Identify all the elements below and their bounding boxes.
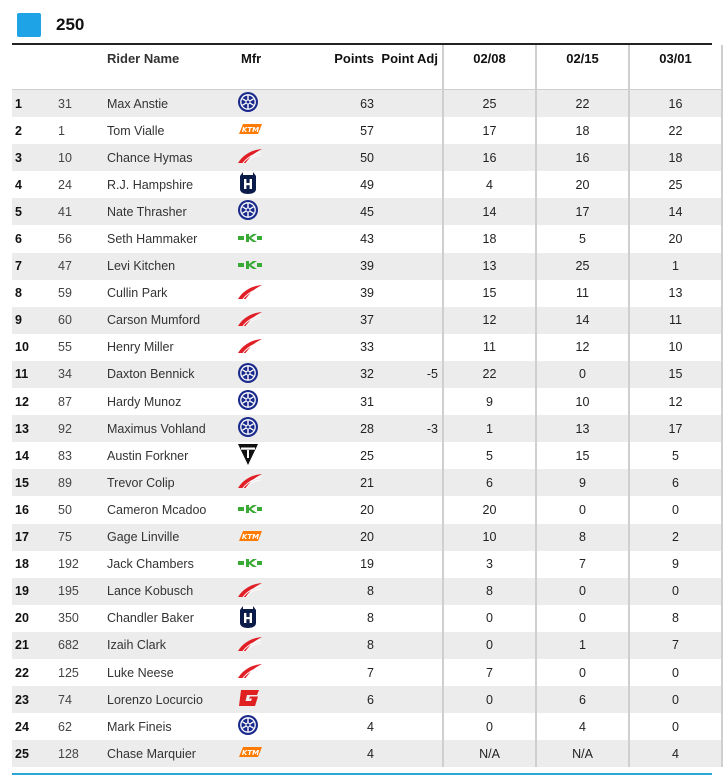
round-1-cell: 0 xyxy=(443,713,536,740)
table-row[interactable] xyxy=(12,117,722,144)
round-2-cell: 17 xyxy=(536,198,629,225)
point-adj-cell xyxy=(374,171,443,198)
table-row[interactable] xyxy=(12,659,722,686)
rider-number-cell: 92 xyxy=(58,415,107,442)
mfr-cell xyxy=(237,659,317,686)
point-adj-cell xyxy=(374,442,443,469)
mfr-cell xyxy=(237,144,317,171)
svg-text:KTM: KTM xyxy=(241,532,260,541)
position-cell: 10 xyxy=(15,340,29,355)
honda-logo-icon xyxy=(237,148,263,167)
points-column-header[interactable]: Points xyxy=(317,45,374,90)
position-cell: 4 xyxy=(15,177,22,192)
round-3-cell: 20 xyxy=(629,225,722,252)
rider-name-cell: Max Anstie xyxy=(107,90,237,118)
mfr-cell xyxy=(237,171,317,198)
round-2-cell: 18 xyxy=(536,117,629,144)
rider-number-cell: 195 xyxy=(58,578,107,605)
points-cell: 20 xyxy=(360,502,374,517)
position-cell: 15 xyxy=(12,469,58,496)
husqvarna-logo-icon xyxy=(237,605,259,632)
points-cell: 39 xyxy=(317,253,374,280)
mfr-cell xyxy=(237,605,317,632)
points-cell: 4 xyxy=(317,740,374,767)
position-cell: 22 xyxy=(15,665,29,680)
mfr-cell xyxy=(237,334,317,361)
number-column-header xyxy=(58,45,107,90)
table-row[interactable] xyxy=(12,632,722,659)
rider-name-cell: Jack Chambers xyxy=(107,557,194,572)
rider-name-column-header[interactable]: Rider Name xyxy=(107,45,237,90)
position-cell: 17 xyxy=(12,524,58,551)
round-3-cell: 11 xyxy=(629,307,722,334)
rider-number-cell: 192 xyxy=(58,557,79,572)
rider-number-cell: 60 xyxy=(58,307,107,334)
points-cell: 21 xyxy=(317,469,374,496)
point-adj-cell xyxy=(374,117,443,144)
round-1-cell: N/A xyxy=(443,740,536,767)
mfr-cell xyxy=(237,578,317,605)
position-cell: 9 xyxy=(12,307,58,334)
rider-number-cell: 682 xyxy=(58,632,107,659)
round-1-cell: 3 xyxy=(443,551,536,578)
position-cell: 21 xyxy=(12,632,58,659)
round-1-column-header[interactable]: 02/08 xyxy=(443,45,536,90)
point-adj-cell xyxy=(374,198,443,225)
position-cell: 3 xyxy=(12,144,58,171)
position-cell: 7 xyxy=(12,253,58,280)
point-adj-cell xyxy=(374,740,443,767)
rider-name-cell: Chase Marquier xyxy=(107,740,237,767)
table-row[interactable] xyxy=(12,144,722,171)
yamaha-logo-icon xyxy=(237,416,259,441)
rider-name-cell: Nate Thrasher xyxy=(107,198,237,225)
table-row[interactable] xyxy=(12,524,722,551)
point-adj-cell xyxy=(374,551,443,578)
round-2-cell: 5 xyxy=(536,225,629,252)
class-color-square xyxy=(17,13,41,37)
mfr-cell xyxy=(237,524,317,551)
table-row[interactable] xyxy=(12,415,722,442)
rider-name-cell: Henry Miller xyxy=(107,340,174,355)
mfr-cell xyxy=(237,632,317,659)
table-row[interactable] xyxy=(12,253,722,280)
mfr-cell xyxy=(237,496,317,523)
point-adj-cell xyxy=(374,524,443,551)
honda-logo-icon xyxy=(237,582,263,601)
round-2-column-header[interactable]: 02/15 xyxy=(536,45,629,90)
rider-number-cell: 87 xyxy=(58,394,72,409)
point-adj-cell xyxy=(374,144,443,171)
mfr-cell xyxy=(237,713,317,740)
round-3-cell: 10 xyxy=(629,334,722,361)
point-adj-cell xyxy=(374,578,443,605)
position-cell: 5 xyxy=(12,198,58,225)
yamaha-logo-icon xyxy=(237,389,259,414)
points-cell: 37 xyxy=(317,307,374,334)
round-3-cell: 22 xyxy=(629,117,722,144)
yamaha-logo-icon xyxy=(237,91,259,116)
round-1-cell: 1 xyxy=(443,415,536,442)
honda-logo-icon xyxy=(237,338,263,357)
rider-name-cell: Gage Linville xyxy=(107,524,237,551)
mfr-column-header[interactable]: Mfr xyxy=(237,45,317,90)
points-cell: 63 xyxy=(317,90,374,118)
table-row[interactable] xyxy=(12,171,722,198)
round-1-cell: 25 xyxy=(443,90,536,118)
rider-number-cell: 83 xyxy=(58,448,72,463)
round-2-cell: 6 xyxy=(536,686,629,713)
mfr-cell xyxy=(237,388,317,415)
mfr-cell xyxy=(237,307,317,334)
points-cell: 57 xyxy=(360,123,374,138)
mfr-cell xyxy=(237,442,317,469)
round-1-cell: 13 xyxy=(443,253,536,280)
class-title: 250 xyxy=(56,15,85,34)
round-2-cell: 15 xyxy=(536,442,629,469)
points-cell: 8 xyxy=(317,578,374,605)
point-adj-cell xyxy=(374,90,443,118)
points-cell: 31 xyxy=(360,394,374,409)
rider-number-cell: 55 xyxy=(58,340,72,355)
table-row[interactable] xyxy=(12,334,722,361)
position-cell: 11 xyxy=(12,361,58,388)
points-cell: 6 xyxy=(317,686,374,713)
yamaha-logo-icon xyxy=(237,362,259,387)
rider-name-cell: Hardy Munoz xyxy=(107,394,182,409)
rider-name-cell: Daxton Bennick xyxy=(107,361,237,388)
position-cell: 16 xyxy=(15,502,29,517)
rider-name-cell: Maximus Vohland xyxy=(107,415,237,442)
round-1-cell: 0 xyxy=(443,632,536,659)
round-3-column-header[interactable]: 03/01 xyxy=(629,45,722,90)
table-row[interactable] xyxy=(12,469,722,496)
rider-number-cell: 350 xyxy=(58,611,79,626)
rider-number-cell: 75 xyxy=(58,524,107,551)
position-cell: 6 xyxy=(15,232,22,247)
rider-name-cell: Tom Vialle xyxy=(107,123,165,138)
table-row[interactable] xyxy=(12,388,722,415)
table-row[interactable] xyxy=(12,578,722,605)
mfr-cell xyxy=(237,117,317,144)
table-row[interactable] xyxy=(12,225,722,252)
round-1-cell: 8 xyxy=(443,578,536,605)
gasgas-logo-icon xyxy=(237,689,261,710)
rider-name-cell: Izaih Clark xyxy=(107,632,237,659)
rider-number-cell: 74 xyxy=(58,686,107,713)
honda-logo-icon xyxy=(237,473,263,492)
table-row[interactable] xyxy=(12,740,722,767)
table-row[interactable] xyxy=(12,686,722,713)
point-adj-cell xyxy=(374,713,443,740)
table-row[interactable] xyxy=(12,496,722,523)
round-3-cell: 9 xyxy=(629,551,722,578)
point-adj-column-header[interactable]: Point Adj xyxy=(374,45,443,90)
round-3-cell: 0 xyxy=(629,713,722,740)
yamaha-logo-icon xyxy=(237,199,259,224)
position-cell: 2 xyxy=(15,123,22,138)
point-adj-cell xyxy=(374,225,443,252)
points-cell: 19 xyxy=(360,557,374,572)
mfr-cell xyxy=(237,361,317,388)
rider-name-cell: R.J. Hampshire xyxy=(107,177,194,192)
round-2-cell: 10 xyxy=(536,388,629,415)
round-2-cell: 13 xyxy=(536,415,629,442)
points-cell: 8 xyxy=(317,632,374,659)
points-cell: 4 xyxy=(367,719,374,734)
point-adj-cell xyxy=(374,659,443,686)
round-1-cell: 0 xyxy=(443,686,536,713)
round-2-cell: 0 xyxy=(536,578,629,605)
round-3-cell: 14 xyxy=(629,198,722,225)
point-adj-cell: -3 xyxy=(374,415,443,442)
mfr-cell xyxy=(237,469,317,496)
round-2-cell: 0 xyxy=(536,361,629,388)
rider-name-cell: Chance Hymas xyxy=(107,144,237,171)
rider-name-cell: Lance Kobusch xyxy=(107,578,237,605)
position-cell: 1 xyxy=(12,90,58,118)
pos-column-header xyxy=(12,45,58,90)
point-adj-cell xyxy=(374,496,443,523)
rider-name-cell: Mark Fineis xyxy=(107,719,172,734)
rider-name-cell: Cullin Park xyxy=(107,286,168,301)
round-3-cell: 15 xyxy=(629,361,722,388)
position-cell: 14 xyxy=(15,448,29,463)
kawasaki-logo-icon xyxy=(237,557,263,571)
round-1-cell: 5 xyxy=(443,442,536,469)
rider-number-cell: 1 xyxy=(58,123,65,138)
round-3-cell: 12 xyxy=(629,388,722,415)
rider-name-cell: Trevor Colip xyxy=(107,469,237,496)
honda-logo-icon xyxy=(237,311,263,330)
ktm-logo-icon xyxy=(237,123,263,138)
point-adj-cell xyxy=(374,334,443,361)
rider-name-cell: Luke Neese xyxy=(107,665,174,680)
round-2-cell: 16 xyxy=(536,144,629,171)
round-2-cell: N/A xyxy=(536,740,629,767)
round-2-cell: 9 xyxy=(536,469,629,496)
svg-text:KTM: KTM xyxy=(241,749,260,758)
mfr-cell xyxy=(237,280,317,307)
round-1-cell: 0 xyxy=(443,605,536,632)
class-header xyxy=(17,13,84,37)
table-row[interactable] xyxy=(12,713,722,740)
mfr-cell xyxy=(237,740,317,767)
kawasaki-logo-icon xyxy=(237,259,263,273)
table-row[interactable] xyxy=(12,551,722,578)
table-row[interactable] xyxy=(12,307,722,334)
table-header-row xyxy=(12,45,722,90)
round-2-cell: 1 xyxy=(536,632,629,659)
position-cell: 13 xyxy=(12,415,58,442)
round-2-cell: 20 xyxy=(536,171,629,198)
round-2-cell: 0 xyxy=(536,496,629,523)
round-1-cell: 15 xyxy=(443,280,536,307)
round-3-cell: 7 xyxy=(629,632,722,659)
rider-name-cell: Austin Forkner xyxy=(107,448,189,463)
rider-number-cell: 31 xyxy=(58,90,107,118)
points-cell: 28 xyxy=(317,415,374,442)
points-cell: 8 xyxy=(367,611,374,626)
rider-number-cell: 62 xyxy=(58,719,72,734)
rider-name-cell: Levi Kitchen xyxy=(107,253,237,280)
mfr-cell xyxy=(237,253,317,280)
points-cell: 50 xyxy=(317,144,374,171)
kawasaki-logo-icon xyxy=(237,503,263,517)
points-cell: 25 xyxy=(360,448,374,463)
round-2-cell: 22 xyxy=(536,90,629,118)
round-1-cell: 22 xyxy=(443,361,536,388)
mfr-cell xyxy=(237,198,317,225)
honda-logo-icon xyxy=(237,636,263,655)
round-2-cell: 11 xyxy=(536,280,629,307)
rider-name-cell: Chandler Baker xyxy=(107,611,194,626)
round-1-cell: 7 xyxy=(443,659,536,686)
position-cell: 8 xyxy=(15,286,22,301)
svg-text:KTM: KTM xyxy=(241,126,260,135)
position-cell: 20 xyxy=(15,611,29,626)
husqvarna-logo-icon xyxy=(237,171,259,198)
round-3-cell: 0 xyxy=(629,659,722,686)
rider-number-cell: 56 xyxy=(58,232,72,247)
round-3-cell: 25 xyxy=(629,171,722,198)
rider-number-cell: 89 xyxy=(58,469,107,496)
round-1-cell: 9 xyxy=(443,388,536,415)
round-1-cell: 17 xyxy=(443,117,536,144)
position-cell: 18 xyxy=(15,557,29,572)
point-adj-cell xyxy=(374,686,443,713)
rider-number-cell: 50 xyxy=(58,502,72,517)
round-3-cell: 0 xyxy=(629,578,722,605)
point-adj-cell xyxy=(374,253,443,280)
round-3-cell: 17 xyxy=(629,415,722,442)
round-3-cell: 13 xyxy=(629,280,722,307)
mfr-cell xyxy=(237,686,317,713)
point-adj-cell xyxy=(374,307,443,334)
ktm-logo-icon xyxy=(237,530,263,545)
round-3-cell: 0 xyxy=(629,496,722,523)
table-row[interactable] xyxy=(12,280,722,307)
points-cell: 43 xyxy=(360,232,374,247)
point-adj-cell xyxy=(374,280,443,307)
round-2-cell: 7 xyxy=(536,551,629,578)
round-3-cell: 16 xyxy=(629,90,722,118)
table-row[interactable] xyxy=(12,361,722,388)
position-cell: 25 xyxy=(12,740,58,767)
table-row[interactable] xyxy=(12,442,722,469)
round-2-cell: 14 xyxy=(536,307,629,334)
round-1-cell: 6 xyxy=(443,469,536,496)
ktm-logo-icon xyxy=(237,746,263,761)
table-row[interactable] xyxy=(12,605,722,632)
honda-logo-icon xyxy=(237,284,263,303)
rider-name-cell: Cameron Mcadoo xyxy=(107,502,207,517)
round-3-cell: 18 xyxy=(629,144,722,171)
round-2-cell: 25 xyxy=(536,253,629,280)
round-2-cell: 12 xyxy=(536,334,629,361)
mfr-cell xyxy=(237,551,317,578)
position-cell: 23 xyxy=(12,686,58,713)
point-adj-cell xyxy=(374,605,443,632)
round-3-cell: 1 xyxy=(629,253,722,280)
points-cell: 49 xyxy=(360,177,374,192)
yamaha-logo-icon xyxy=(237,714,259,739)
points-cell: 33 xyxy=(360,340,374,355)
round-1-cell: 10 xyxy=(443,524,536,551)
position-cell: 12 xyxy=(15,394,29,409)
round-1-cell: 18 xyxy=(443,225,536,252)
rider-number-cell: 34 xyxy=(58,361,107,388)
table-row[interactable] xyxy=(12,90,722,118)
point-adj-cell: -5 xyxy=(374,361,443,388)
points-cell: 45 xyxy=(317,198,374,225)
rider-number-cell: 10 xyxy=(58,144,107,171)
rider-number-cell: 59 xyxy=(58,286,72,301)
round-1-cell: 4 xyxy=(443,171,536,198)
mfr-cell xyxy=(237,225,317,252)
rider-name-cell: Carson Mumford xyxy=(107,307,237,334)
round-1-cell: 16 xyxy=(443,144,536,171)
point-adj-cell xyxy=(374,469,443,496)
round-1-cell: 20 xyxy=(443,496,536,523)
round-3-cell: 8 xyxy=(629,605,722,632)
position-cell: 19 xyxy=(12,578,58,605)
round-1-cell: 11 xyxy=(443,334,536,361)
position-cell: 24 xyxy=(15,719,29,734)
kawasaki-logo-icon xyxy=(237,232,263,246)
points-cell: 32 xyxy=(317,361,374,388)
rider-name-cell: Lorenzo Locurcio xyxy=(107,686,237,713)
round-3-cell: 6 xyxy=(629,469,722,496)
round-3-cell: 4 xyxy=(629,740,722,767)
rider-number-cell: 47 xyxy=(58,253,107,280)
round-2-cell: 0 xyxy=(536,659,629,686)
rider-name-cell: Seth Hammaker xyxy=(107,232,198,247)
round-1-cell: 12 xyxy=(443,307,536,334)
rider-number-cell: 125 xyxy=(58,665,79,680)
table-row[interactable] xyxy=(12,198,722,225)
round-2-cell: 8 xyxy=(536,524,629,551)
footer-rule xyxy=(12,773,712,775)
round-3-cell: 2 xyxy=(629,524,722,551)
point-adj-cell xyxy=(374,632,443,659)
honda-logo-icon xyxy=(237,663,263,682)
round-3-cell: 0 xyxy=(629,686,722,713)
round-1-cell: 14 xyxy=(443,198,536,225)
point-adj-cell xyxy=(374,388,443,415)
points-cell: 20 xyxy=(317,524,374,551)
mfr-cell xyxy=(237,90,317,118)
round-3-cell: 5 xyxy=(629,442,722,469)
round-2-cell: 4 xyxy=(536,713,629,740)
rider-number-cell: 128 xyxy=(58,740,107,767)
points-cell: 39 xyxy=(360,286,374,301)
rider-number-cell: 24 xyxy=(58,177,72,192)
mfr-cell xyxy=(237,415,317,442)
triumph-logo-icon xyxy=(237,442,259,469)
points-cell: 7 xyxy=(367,665,374,680)
round-2-cell: 0 xyxy=(536,605,629,632)
standings-table xyxy=(12,45,723,767)
rider-number-cell: 41 xyxy=(58,198,107,225)
